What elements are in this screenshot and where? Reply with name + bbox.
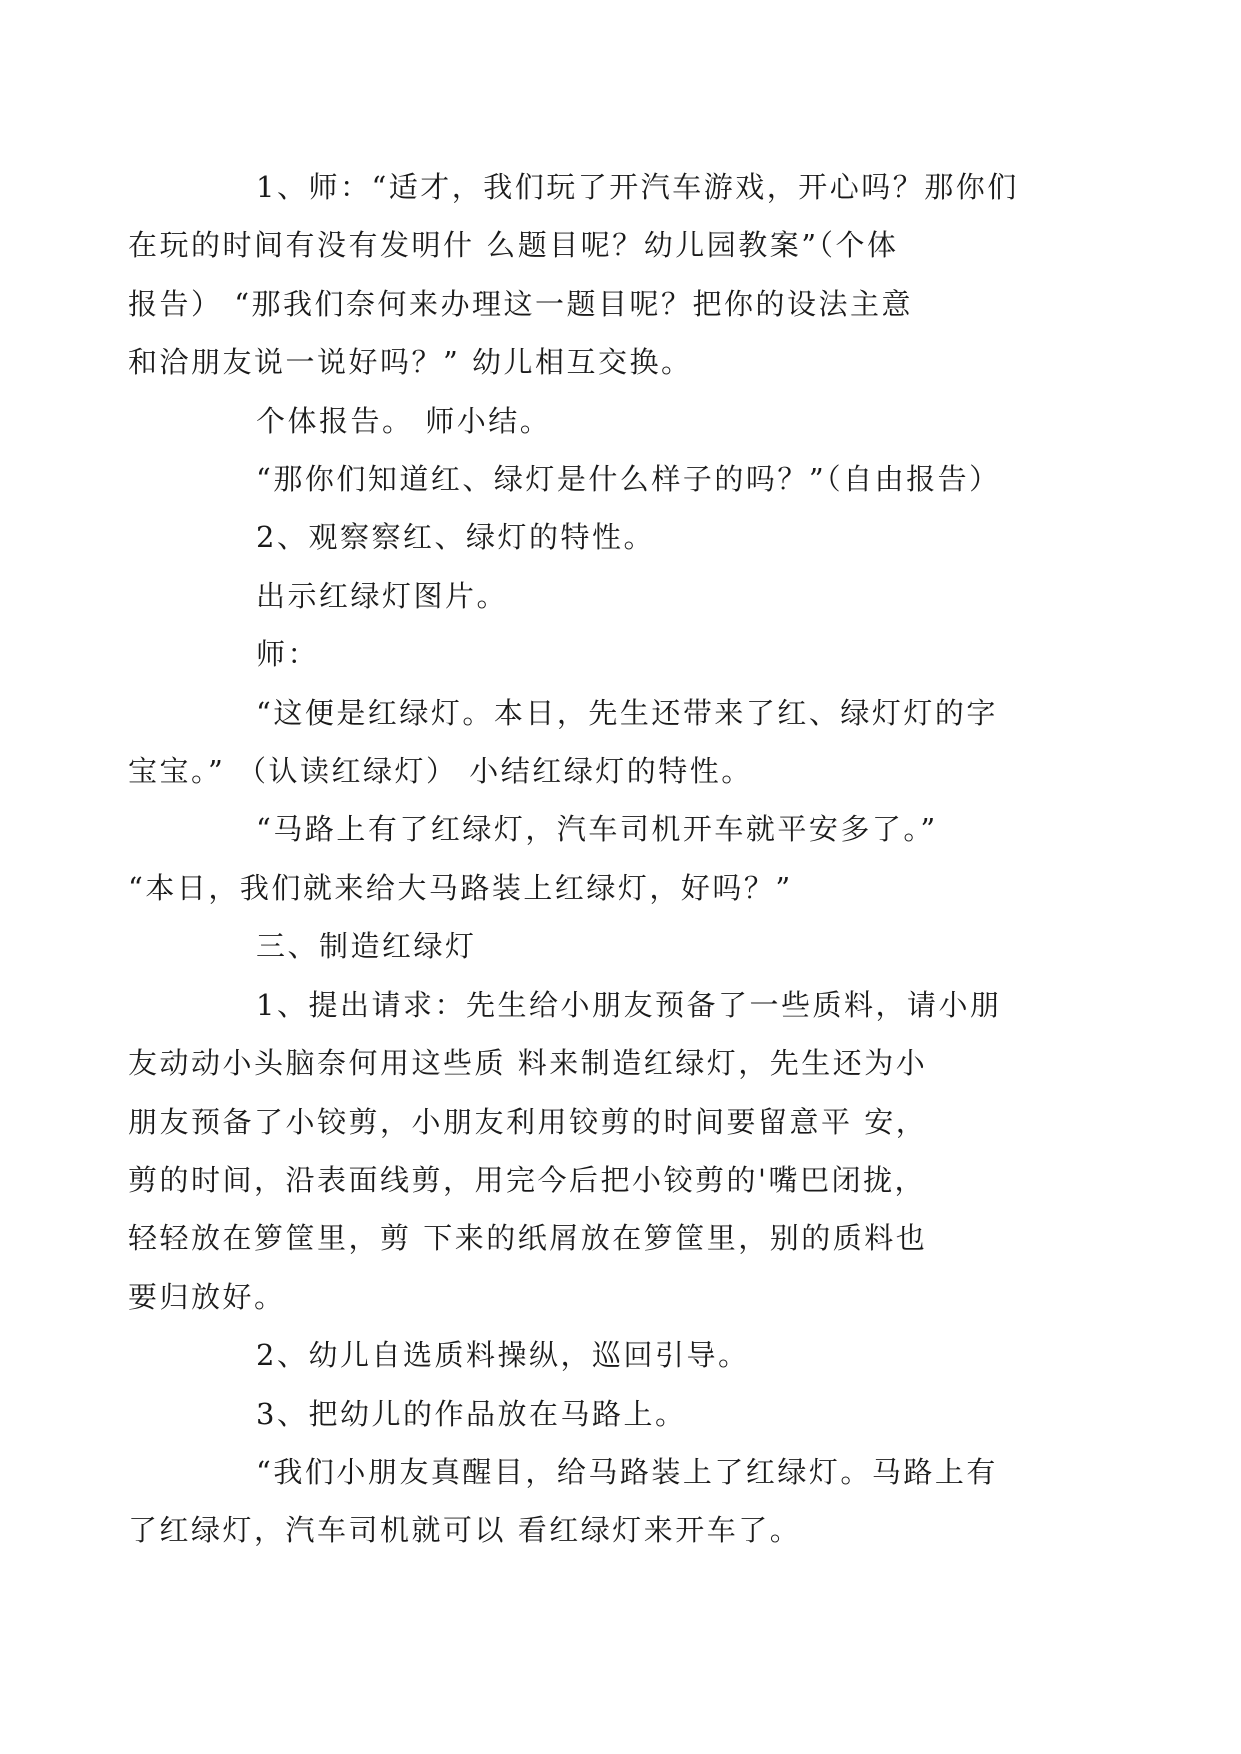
- paragraph: [192, 1385, 1062, 1443]
- document-body: [128, 158, 1062, 1560]
- paragraph: [192, 450, 1062, 508]
- text-line: 要归放好。: [128, 1279, 286, 1314]
- paragraph: [192, 567, 1062, 625]
- text-line: 友动动小头脑奈何用这些质 料来制造红绿灯，先生还为小: [128, 1046, 928, 1081]
- text-line: 了红绿灯，汽车司机就可以 看红绿灯来开车了。: [128, 1513, 802, 1548]
- text-line: 和洽朋友说一说好吗？” 幼儿相互交换。: [128, 345, 693, 380]
- paragraph: [128, 976, 1062, 1326]
- text-line: 三、制造红绿灯: [256, 929, 477, 964]
- text-line: “马路上有了红绿灯，汽车司机开车就平安多了。”: [256, 812, 938, 847]
- text-line: 2、幼儿自选质料操纵，巡回引导。: [256, 1338, 750, 1373]
- paragraph: [128, 158, 1062, 392]
- text-line: 剪的时间，沿表面线剪，用完今后把小铰剪的'嘴巴闭拢，: [128, 1162, 926, 1197]
- text-line: “那你们知道红、绿灯是什么样子的吗？”（自由报告）: [256, 462, 1001, 497]
- text-line: 2、观察察红、绿灯的特性。: [256, 520, 655, 555]
- text-line: 在玩的时间有没有发明什 么题目呢？幼儿园教案”（个体: [128, 228, 899, 263]
- paragraph: [192, 1326, 1062, 1384]
- paragraph: [192, 625, 1062, 683]
- text-line: “本日，我们就来给大马路装上红绿灯，好吗？”: [128, 870, 793, 905]
- paragraph: [192, 917, 1062, 975]
- text-line: 报告） “那我们奈何来办理这一题目呢？把你的设法主意: [128, 286, 914, 321]
- paragraph: [192, 508, 1062, 566]
- text-line: 1、师：“适才，我们玩了开汽车游戏，开心吗？那你们: [256, 170, 1019, 204]
- paragraph: [192, 392, 1062, 450]
- text-line: 宝宝。” （认读红绿灯） 小结红绿灯的特性。: [128, 754, 753, 789]
- text-line: 朋友预备了小铰剪，小朋友利用铰剪的时间要留意平 安，: [128, 1104, 928, 1139]
- text-line: 师：: [256, 637, 320, 672]
- text-line: 轻轻放在箩筐里，剪 下来的纸屑放在箩筐里，别的质料也: [128, 1221, 928, 1256]
- text-line: 3、把幼儿的作品放在马路上。: [256, 1396, 687, 1431]
- text-line: “这便是红绿灯。本日，先生还带来了红、绿灯灯的字: [256, 695, 998, 730]
- text-line: 出示红绿灯图片。: [256, 578, 509, 613]
- text-line: 个体报告。 师小结。: [256, 403, 552, 438]
- paragraph: [128, 684, 1062, 801]
- text-line: 1、提出请求：先生给小朋友预备了一些质料，请小朋: [256, 987, 1002, 1022]
- paragraph: [128, 1443, 1062, 1560]
- paragraph: [128, 800, 1062, 917]
- text-line: “我们小朋友真醒目，给马路装上了红绿灯。马路上有: [256, 1454, 998, 1489]
